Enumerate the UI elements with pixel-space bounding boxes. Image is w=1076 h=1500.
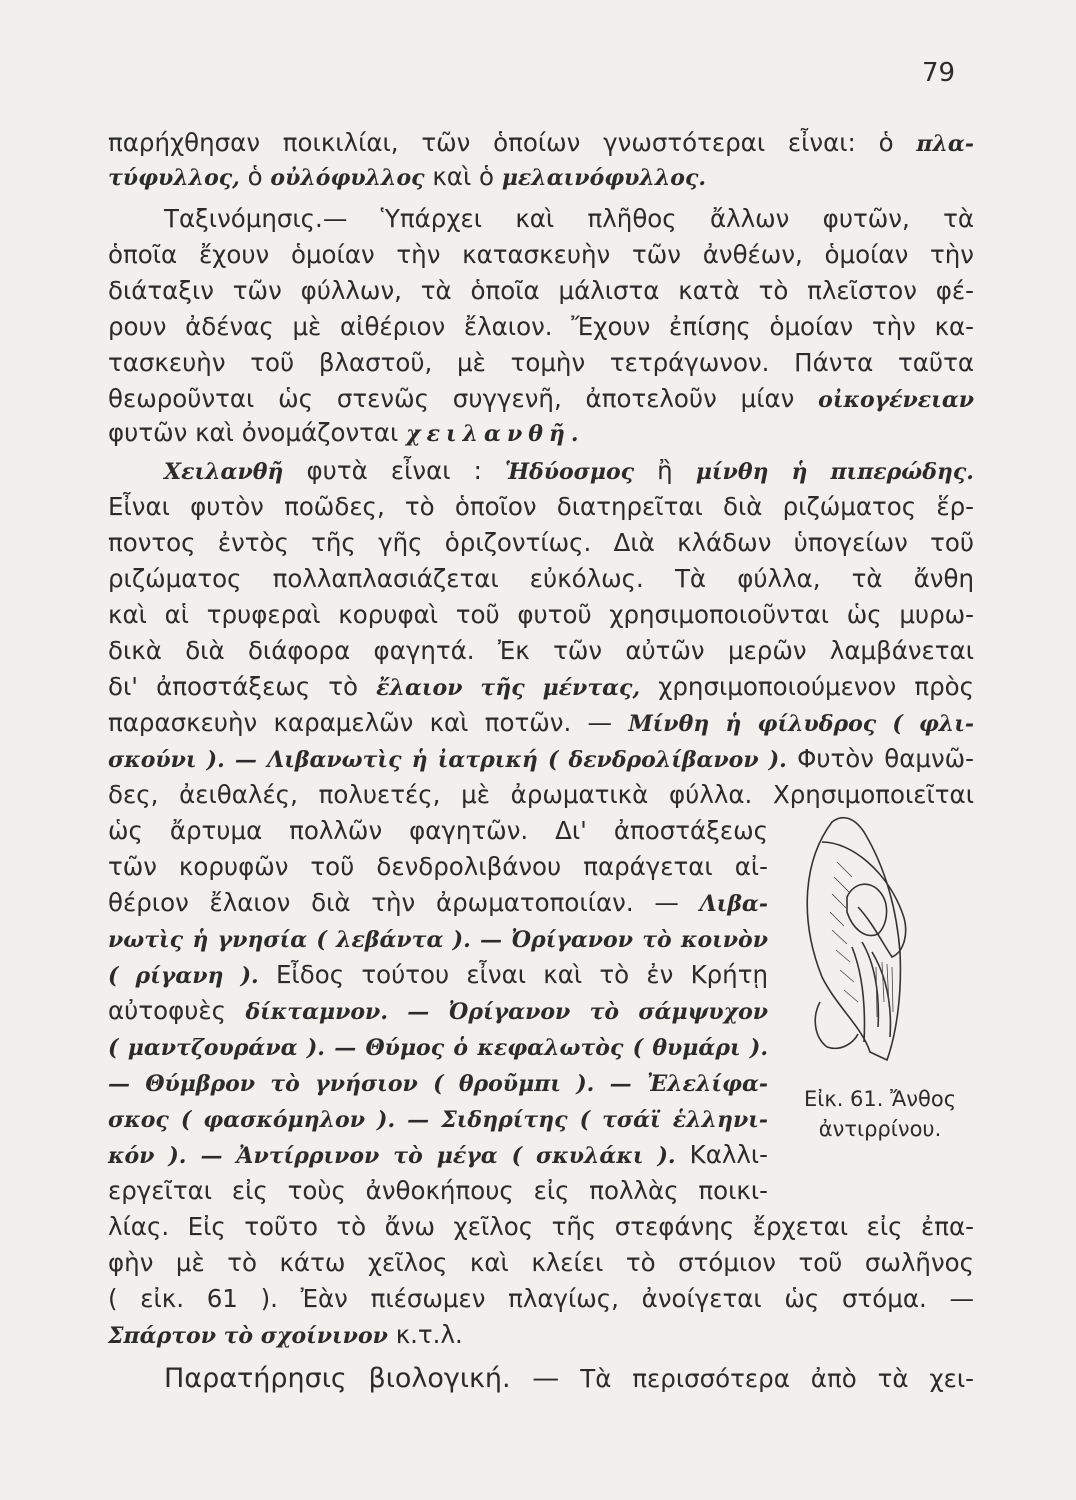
snapdragon-flower-illustration (792, 802, 928, 1072)
text-line: δικὰ διὰ διάφορα φαγητά. Ἐκ τῶν αὐτῶν μερῶν λαμβάνεται (108, 636, 974, 665)
text-line: αὐτοφυὲς δίκταμνον. — Ὀρίγανον τὸ σάμψυχον (108, 996, 769, 1025)
text-line: κόν ). — Ἀντίρρινον τὸ μέγα ( σκυλάκι ). Καλλι- (108, 1140, 768, 1169)
text-line: διάταξιν τῶν φύλλων, τὰ ὁποῖα μάλιστα κατὰ τὸ πλεῖστον φέ- (108, 276, 974, 305)
text-line: λίας. Εἰς τοῦτο τὸ ἄνω χεῖλος τῆς στεφάνης ἔρχεται εἰς ἐπα- (108, 1212, 974, 1241)
text-line: ( μαντζουράνα ). — Θύμος ὁ κεφαλωτὸς ( θυμάρι ). (108, 1035, 768, 1061)
page-number: 79 (922, 58, 956, 88)
text-line: δι' ἀποστάξεως τὸ ἔλαιον τῆς μέντας, χρησιμοποιούμενον πρὸς (108, 672, 974, 701)
text-line: ( εἰκ. 61 ). Ἐὰν πιέσωμεν πλαγίως, ἀνοίγεται ὡς στόμα. — (108, 1284, 974, 1313)
text-line: ριζώματος πολλαπλασιάζεται εὐκόλως. Τὰ φύλλα, τὰ ἄνθη (108, 564, 974, 593)
text-line: τύφυλλος, ὁ οὐλόφυλλος καὶ ὁ μελαινόφυλλος. (108, 162, 706, 191)
text-line: καὶ αἱ τρυφεραὶ κορυφαὶ τοῦ φυτοῦ χρησιμοποιοῦνται ὡς μυρω- (108, 600, 974, 629)
text-line: ὁποῖα ἔχουν ὁμοίαν τὴν κατασκευὴν τῶν ἀνθέων, ὁμοίαν τὴν (108, 240, 974, 269)
text-line: — Θύμβρον τὸ γνήσιον ( θροῦμπι ). — Ἐλελίφα- (108, 1071, 768, 1097)
text-line: θεωροῦνται ὡς στενῶς συγγενῆ, ἀποτελοῦν μίαν οἰκογένειαν (108, 384, 975, 413)
text-line: σκούνι ). — Λιβανωτὶς ἡ ἰατρική ( δενδρολίβανον ). Φυτὸν θαμνῶ- (108, 744, 975, 773)
text-line: Ταξινόμησις.— Ὑπάρχει καὶ πλῆθος ἄλλων φυτῶν, τὰ (164, 204, 974, 233)
text-line: τασκευὴν τοῦ βλαστοῦ, μὲ τομὴν τετράγωνον. Πάντα ταῦτα (108, 348, 974, 377)
text-line: φὴν μὲ τὸ κάτω χεῖλος καὶ κλείει τὸ στόμιον τοῦ σωλῆνος (108, 1248, 974, 1277)
text-line: ποντος ἐντὸς τῆς γῆς ὁριζοντίως. Διὰ κλάδων ὑπογείων τοῦ (108, 528, 974, 557)
figure-caption: Εἰκ. 61. Ἄνθος ἀντιρρίνου. (803, 1087, 957, 1141)
text-line: δες, ἀειθαλές, πολυετές, μὲ ἀρωματικὰ φύλλα. Χρησιμοποιεῖται (108, 780, 974, 809)
text-line: εργεῖται εἰς τοὺς ἀνθοκήπους εἰς πολλὰς ποικι- (108, 1176, 768, 1205)
text-line: τῶν κορυφῶν τοῦ δενδρολιβάνου παράγεται αἰ- (108, 852, 768, 881)
text-line: σκος ( φασκόμηλον ). — Σιδηρίτης ( τσάϊ ἑλληνι- (108, 1107, 768, 1133)
text-line: φυτῶν καὶ ὀνομάζονται χειλανθῆ. (108, 418, 585, 447)
text-line: Εἶναι φυτὸν ποῶδες, τὸ ὁποῖον διατηρεῖται διὰ ριζώματος ἕρ- (108, 492, 974, 521)
text-line: παρασκευὴν καραμελῶν καὶ ποτῶν. — Μίνθη ἡ φίλυδρος ( φλι- (108, 708, 974, 737)
text-line: ( ρίγανη ). Εἶδος τούτου εἶναι καὶ τὸ ἐν Κρήτῃ (108, 960, 768, 989)
text-line: νωτὶς ἡ γνησία ( λεβάντα ). — Ὀρίγανον τὸ κοινὸν (108, 927, 768, 953)
text-line: ρουν ἀδένας μὲ αἰθέριον ἔλαιον. Ἔχουν ἐπίσης ὁμοίαν τὴν κα- (108, 312, 974, 341)
text-line: Σπάρτον τὸ σχοίνινον κ.τ.λ. (108, 1320, 463, 1349)
text-line: ὡς ἄρτυμα πολλῶν φαγητῶν. Δι' ἀποστάξεως (108, 816, 768, 845)
section-heading-line: Παρατήρησις βιολογική. — Τὰ περισσότερα ἀπὸ τὰ χει- (164, 1363, 974, 1394)
text-line: Χειλανθῆ φυτὰ εἶναι : Ἡδύοσμος ἢ μίνθη ἡ πιπερώδης. (164, 456, 974, 485)
text-line: θέριον ἔλαιον διὰ τὴν ἀρωματοποιίαν. — Λιβα- (108, 888, 768, 917)
text-line: παρήχθησαν ποικιλίαι, τῶν ὁποίων γνωστότεραι εἶναι: ὁ πλα- (108, 128, 974, 157)
